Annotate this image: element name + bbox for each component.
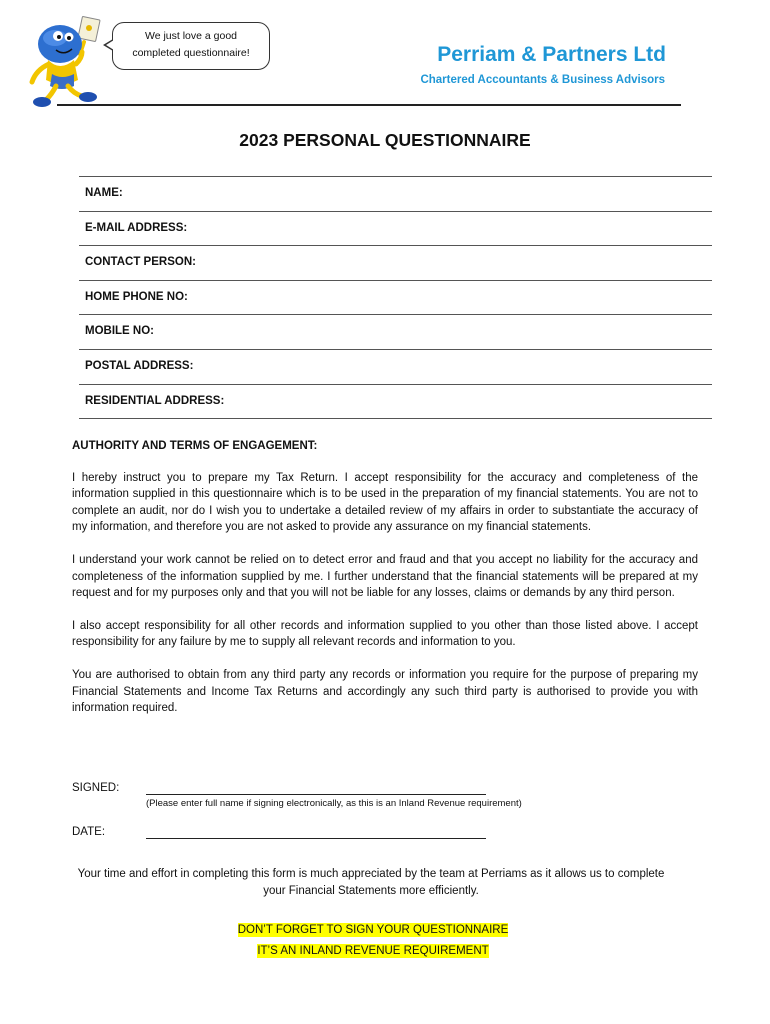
bubble-text-line2: completed questionnaire! <box>132 47 250 59</box>
company-name: Perriam & Partners Ltd <box>437 43 666 66</box>
company-tagline: Chartered Accountants & Business Advisors <box>420 74 665 86</box>
terms-paragraph: You are authorised to obtain from any third party any records or information you require for the purpose of preparing my Financial Statements and Income Tax Returns and accordingly any such third party is authorised to provide you with information required. <box>72 668 698 715</box>
company-header <box>420 42 666 86</box>
reminder-highlight-1: DON’T FORGET TO SIGN YOUR QUESTIONNAIRE <box>237 924 509 936</box>
contact-fields <box>79 176 712 419</box>
bubble-text-line1: We just love a good <box>144 30 238 42</box>
reminder-highlight-2: IT’S AN INLAND REVENUE REQUIREMENT <box>257 945 489 957</box>
email-field[interactable]: E-MAIL ADDRESS: <box>79 211 712 246</box>
terms-section <box>72 438 698 733</box>
home-phone-field[interactable]: HOME PHONE NO: <box>79 280 712 315</box>
header-divider <box>57 104 681 106</box>
residential-address-field[interactable]: RESIDENTIAL ADDRESS: <box>79 384 712 420</box>
mobile-field[interactable]: MOBILE NO: <box>79 314 712 349</box>
terms-paragraph: I understand your work cannot be relied on to detect error and fraud and that you accept no liability for the accuracy and completeness of the information supplied by me. I further understand that the financial statements will be prepared at my request and for my purposes only and that you will not be liable for any losses, claims or demands by any third person. <box>72 553 698 600</box>
terms-paragraph: I also accept responsibility for all other records and information supplied to you other than those listed above. I accept responsibility for any failure by me to supply all relevant records and information to you. <box>72 619 698 649</box>
name-field[interactable]: NAME: <box>79 176 712 211</box>
date-line[interactable] <box>146 838 486 839</box>
speech-bubble-tail-fill <box>106 40 114 50</box>
mascot-illustration <box>22 14 122 110</box>
terms-heading: AUTHORITY AND TERMS OF ENGAGEMENT: <box>72 440 318 452</box>
signature-note: (Please enter full name if signing electronically, as this is an Inland Revenue requirement) <box>146 798 522 809</box>
date-label: DATE: <box>72 826 106 838</box>
signed-label: SIGNED: <box>72 782 120 794</box>
sign-reminder-line1 <box>0 924 746 936</box>
signature-line[interactable] <box>146 794 486 795</box>
closing-message: Your time and effort in completing this form is much appreciated by the team at Perriams as it allows us to complete your Financial Statements more efficiently. <box>77 868 665 897</box>
sign-reminder-line2 <box>0 945 746 957</box>
document-title: 2023 PERSONAL QUESTIONNAIRE <box>239 130 531 150</box>
speech-bubble <box>112 22 270 70</box>
terms-paragraph: I hereby instruct you to prepare my Tax Return. I accept responsibility for the accuracy and completeness of the information supplied in this questionnaire which is to be used in the preparation of my financial statements. You are not to complete an audit, nor do I wish you to undertake a detailed review of my affairs in order to substantiate the accuracy of my information, and therefore you are not asked to provide any assurance on my financial statements. <box>72 471 698 534</box>
contact-person-field[interactable]: CONTACT PERSON: <box>79 245 712 280</box>
postal-address-field[interactable]: POSTAL ADDRESS: <box>79 349 712 384</box>
